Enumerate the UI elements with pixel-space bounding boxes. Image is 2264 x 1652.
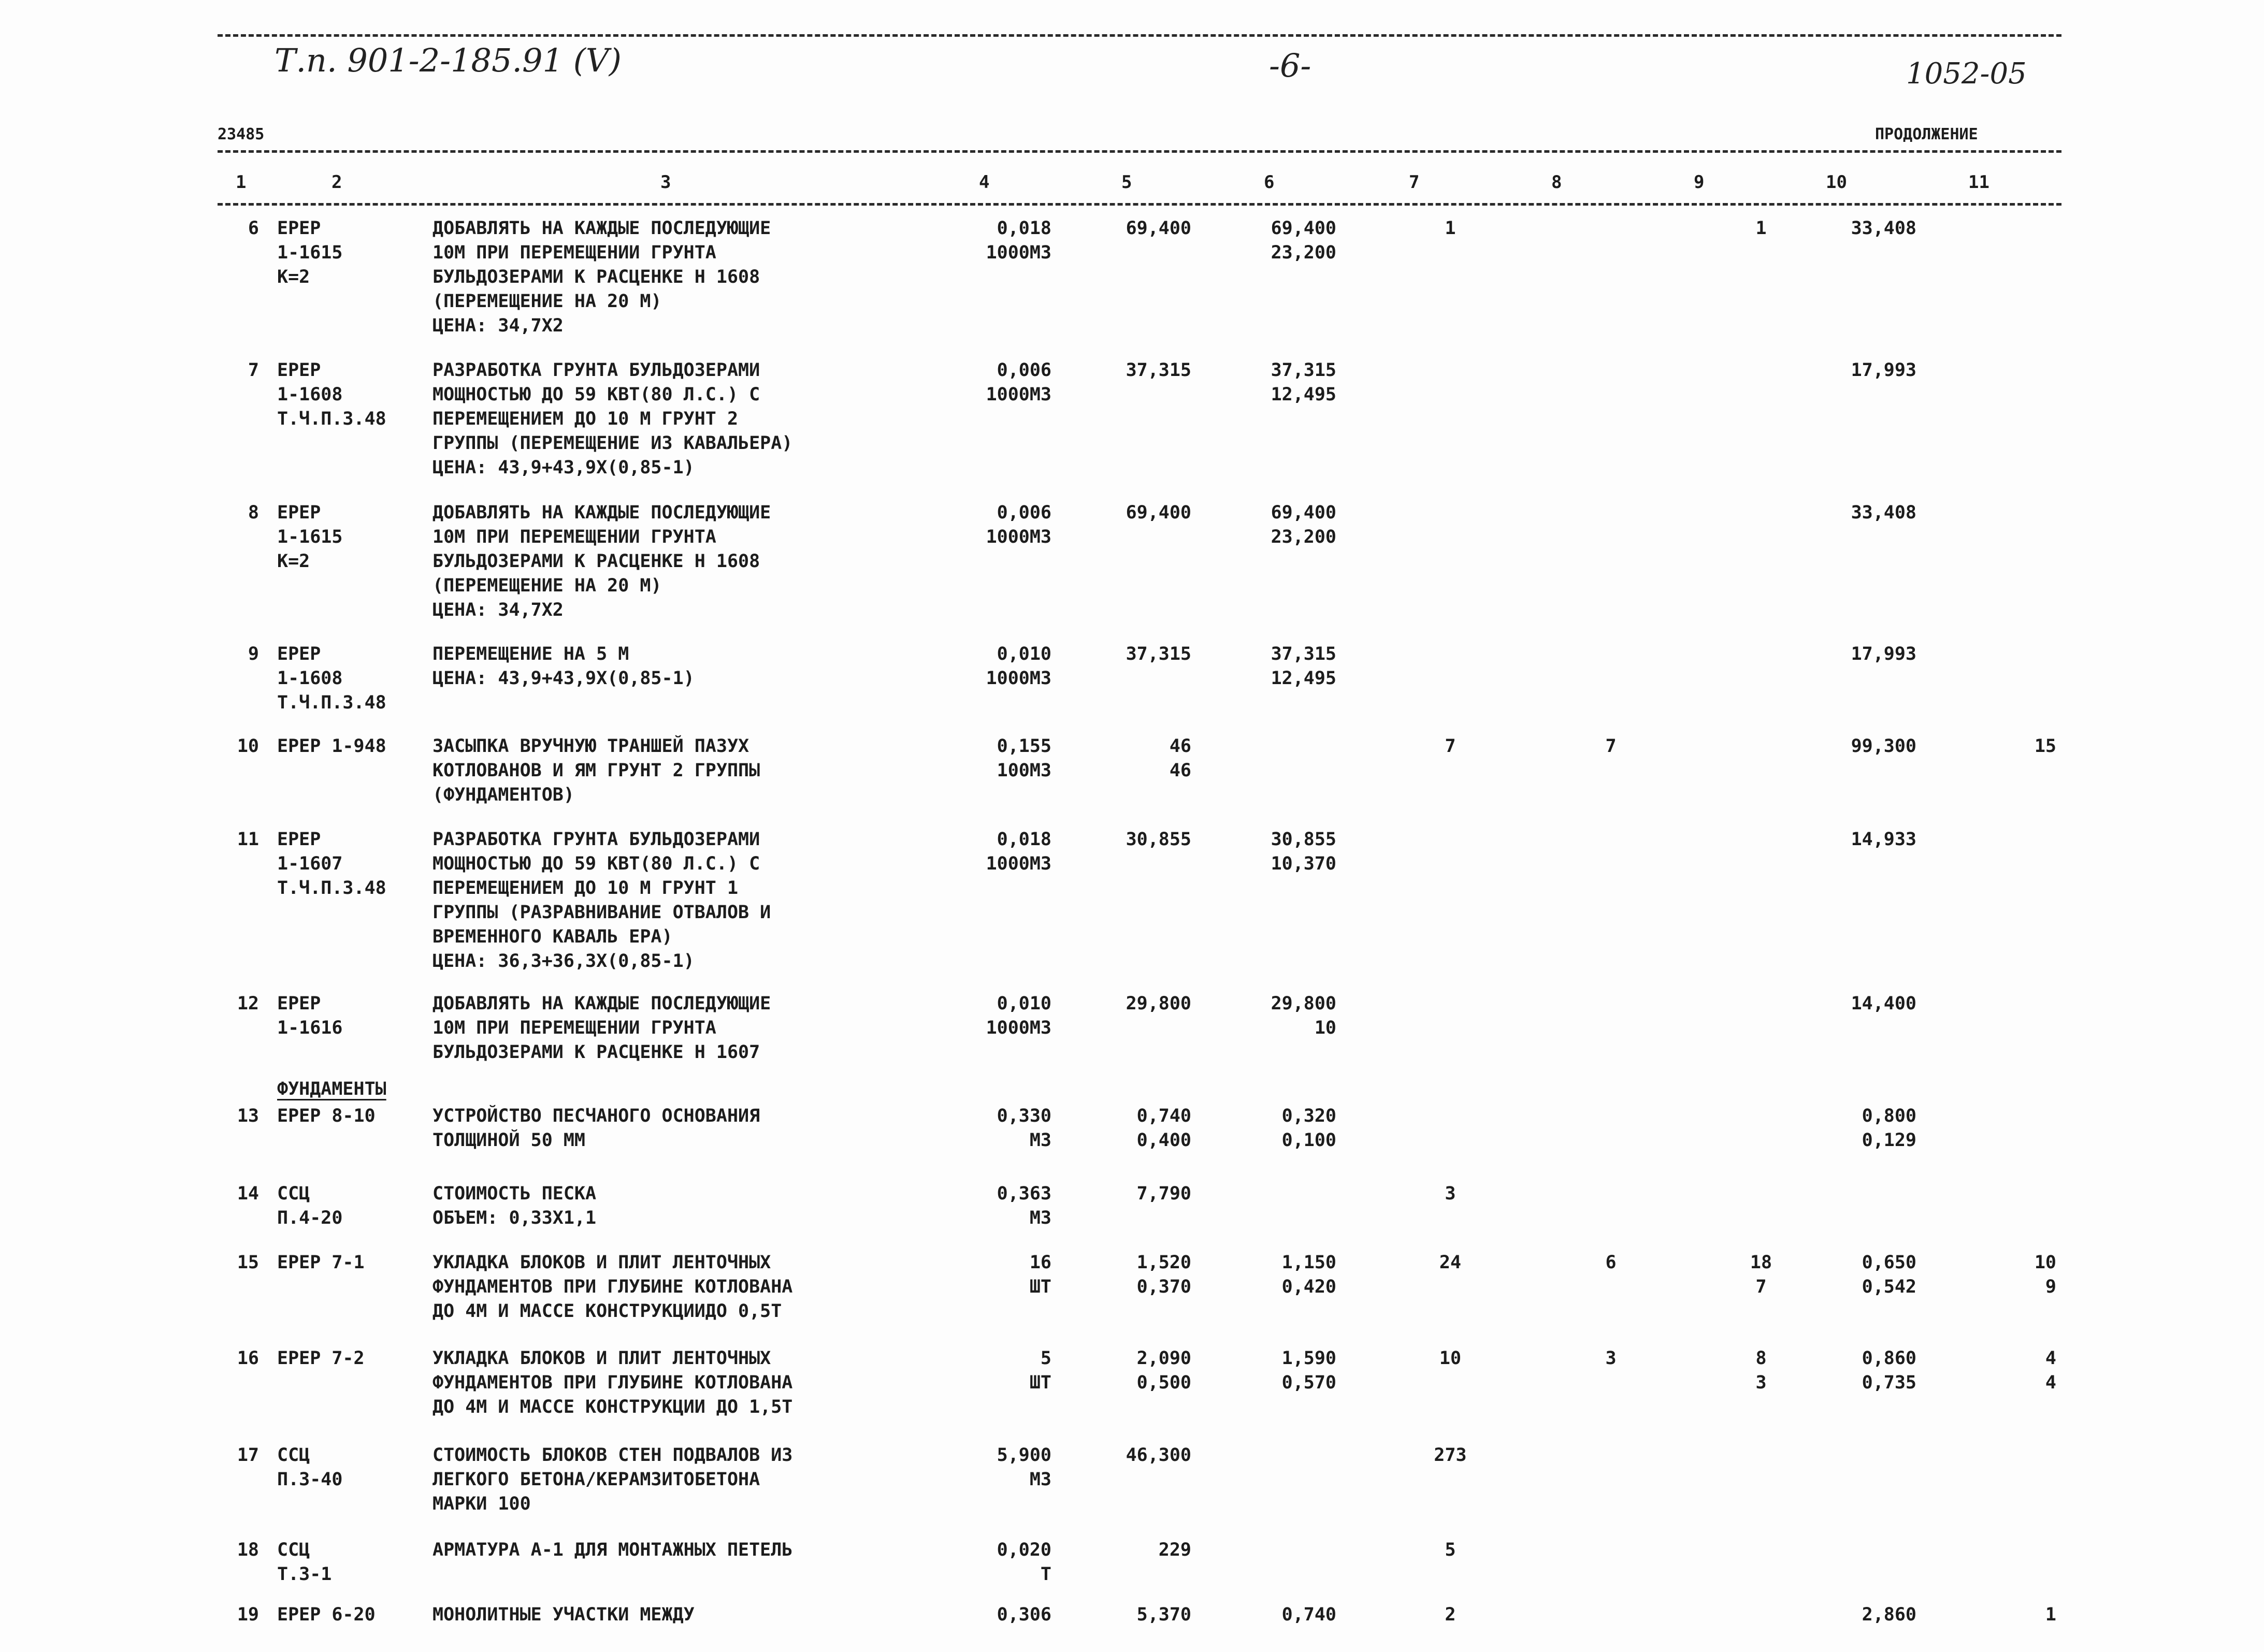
column-header-8: 8 [1551, 172, 1562, 193]
row-15-c11: 10 9 [2034, 1252, 2056, 1297]
row-10-n: 10 [237, 736, 259, 757]
row-16-qty: 5 ШТ [1029, 1348, 1051, 1393]
row-15-n: 15 [237, 1252, 259, 1273]
row-15-c7: 24 [1439, 1252, 1462, 1273]
row-6-desc: ДОБАВЛЯТЬ НА КАЖДЫЕ ПОСЛЕДУЮЩИЕ 10М ПРИ ПЕРЕМЕЩЕНИИ ГРУНТА БУЛЬДОЗЕРАМИ К РАСЦЕНКЕ Н 1608 (ПЕРЕМЕЩЕНИЕ НА 20 М) ЦЕНА: 34,7Х2 [432, 218, 771, 336]
row-6-c9: 1 [1755, 218, 1767, 239]
row-19-c11: 1 [2045, 1604, 2056, 1625]
row-9-desc: ПЕРЕМЕЩЕНИЕ НА 5 М ЦЕНА: 43,9+43,9Х(0,85-1) [432, 644, 695, 689]
row-12-desc: ДОБАВЛЯТЬ НА КАЖДЫЕ ПОСЛЕДУЮЩИЕ 10М ПРИ ПЕРЕМЕЩЕНИИ ГРУНТА БУЛЬДОЗЕРАМИ К РАСЦЕНКЕ Н 1607 [432, 993, 771, 1063]
row-17-c7: 273 [1434, 1445, 1467, 1466]
row-8-qty: 0,006 1000М3 [986, 502, 1051, 547]
row-7-qty: 0,006 1000М3 [986, 360, 1051, 405]
project-number: Т.п. 901-2-185.91 (V) [275, 41, 622, 79]
row-11-desc: РАЗРАБОТКА ГРУНТА БУЛЬДОЗЕРАМИ МОЩНОСТЬЮ ДО 59 КВТ(80 Л.С.) С ПЕРЕМЕЩЕНИЕМ ДО 10 М ГРУНТ 1 ГРУППЫ (РАЗРАВНИВАНИЕ ОТВАЛОВ И ВРЕМЕННОГО КАВАЛЬ ЕРА) ЦЕНА: 36,3+36,3Х(0,85-1) [432, 829, 771, 972]
row-11-c10: 14,933 [1851, 829, 1916, 850]
row-8-code: ЕРЕР 1-1615 К=2 [277, 502, 343, 572]
row-16-code: ЕРЕР 7-2 [277, 1348, 365, 1369]
row-8-desc: ДОБАВЛЯТЬ НА КАЖДЫЕ ПОСЛЕДУЮЩИЕ 10М ПРИ ПЕРЕМЕЩЕНИИ ГРУНТА БУЛЬДОЗЕРАМИ К РАСЦЕНКЕ Н 1608 (ПЕРЕМЕЩЕНИЕ НА 20 М) ЦЕНА: 34,7Х2 [432, 502, 771, 620]
row-7-n: 7 [248, 360, 259, 381]
continuation-label: ПРОДОЛЖЕНИЕ [1875, 125, 1978, 143]
row-16-desc: УКЛАДКА БЛОКОВ И ПЛИТ ЛЕНТОЧНЫХ ФУНДАМЕНТОВ ПРИ ГЛУБИНЕ КОТЛОВАНА ДО 4М И МАССЕ КОНСТРУКЦИИ ДО 1,5Т [432, 1348, 793, 1417]
row-14-code: ССЦ П.4-20 [277, 1183, 343, 1228]
row-13-c10: 0,800 0,129 [1862, 1106, 1916, 1151]
row-15-code: ЕРЕР 7-1 [277, 1252, 365, 1273]
row-13-c5: 0,740 0,400 [1136, 1106, 1191, 1151]
row-10-qty: 0,155 100М3 [997, 736, 1051, 781]
row-15-c9: 18 7 [1750, 1252, 1772, 1297]
row-9-qty: 0,010 1000М3 [986, 644, 1051, 689]
row-18-c5: 229 [1158, 1540, 1191, 1560]
row-18-qty: 0,020 Т [997, 1540, 1051, 1585]
row-19-c7: 2 [1445, 1604, 1456, 1625]
row-17-c5: 46,300 [1126, 1445, 1191, 1466]
column-header-7: 7 [1409, 172, 1420, 193]
row-6-code: ЕРЕР 1-1615 К=2 [277, 218, 343, 287]
row-6-c10: 33,408 [1851, 218, 1916, 239]
row-19-c6: 0,740 [1281, 1604, 1336, 1625]
row-10-c7: 7 [1445, 736, 1456, 757]
row-18-c7: 5 [1445, 1540, 1456, 1560]
row-14-c7: 3 [1445, 1183, 1456, 1204]
page-number: -6- [1269, 47, 1311, 84]
row-16-c9: 8 3 [1755, 1348, 1767, 1393]
row-12-c5: 29,800 [1126, 993, 1191, 1014]
row-18-n: 18 [237, 1540, 259, 1560]
row-12-c6: 29,800 10 [1271, 993, 1336, 1038]
row-13-c6: 0,320 0,100 [1281, 1106, 1336, 1151]
row-13-qty: 0,330 М3 [997, 1106, 1051, 1151]
row-6-c7: 1 [1445, 218, 1456, 239]
header-divider-top [218, 150, 2061, 153]
row-19-code: ЕРЕР 6-20 [277, 1604, 376, 1625]
row-10-c10: 99,300 [1851, 736, 1916, 757]
row-10-desc: ЗАСЫПКА ВРУЧНУЮ ТРАНШЕЙ ПАЗУХ КОТЛОВАНОВ И ЯМ ГРУНТ 2 ГРУППЫ (ФУНДАМЕНТОВ) [432, 736, 760, 805]
row-15-desc: УКЛАДКА БЛОКОВ И ПЛИТ ЛЕНТОЧНЫХ ФУНДАМЕНТОВ ПРИ ГЛУБИНЕ КОТЛОВАНА ДО 4М И МАССЕ КОНСТРУКЦИИДО 0,5Т [432, 1252, 793, 1322]
row-13-desc: УСТРОЙСТВО ПЕСЧАНОГО ОСНОВАНИЯ ТОЛЩИНОЙ 50 ММ [432, 1106, 760, 1151]
row-14-c5: 7,790 [1136, 1183, 1191, 1204]
row-12-qty: 0,010 1000М3 [986, 993, 1051, 1038]
row-11-code: ЕРЕР 1-1607 Т.Ч.П.3.48 [277, 829, 386, 899]
row-19-c5: 5,370 [1136, 1604, 1191, 1625]
row-14-n: 14 [237, 1183, 259, 1204]
column-header-4: 4 [979, 172, 990, 193]
row-16-n: 16 [237, 1348, 259, 1369]
column-header-9: 9 [1694, 172, 1705, 193]
sheet-number: 23485 [218, 125, 265, 143]
row-19-n: 19 [237, 1604, 259, 1625]
column-header-2: 2 [331, 172, 342, 193]
row-16-c11: 4 4 [2045, 1348, 2056, 1393]
row-16-c6: 1,590 0,570 [1281, 1348, 1336, 1393]
column-header-3: 3 [660, 172, 671, 193]
column-header-11: 11 [1968, 172, 1989, 193]
row-14-desc: СТОИМОСТЬ ПЕСКА ОБЪЕМ: 0,33Х1,1 [432, 1183, 597, 1228]
row-17-qty: 5,900 М3 [997, 1445, 1051, 1490]
row-10-code: ЕРЕР 1-948 [277, 736, 386, 757]
row-9-code: ЕРЕР 1-1608 Т.Ч.П.3.48 [277, 644, 386, 713]
document-code: 1052-05 [1906, 57, 2027, 91]
row-17-code: ССЦ П.3-40 [277, 1445, 343, 1490]
row-11-qty: 0,018 1000М3 [986, 829, 1051, 874]
column-header-6: 6 [1264, 172, 1275, 193]
row-17-n: 17 [237, 1445, 259, 1466]
row-7-desc: РАЗРАБОТКА ГРУНТА БУЛЬДОЗЕРАМИ МОЩНОСТЬЮ ДО 59 КВТ(80 Л.С.) С ПЕРЕМЕЩЕНИЕМ ДО 10 М ГРУНТ 2 ГРУППЫ (ПЕРЕМЕЩЕНИЕ ИЗ КАВАЛЬЕРА) ЦЕНА: 43,9+43,9Х(0,85-1) [432, 360, 793, 478]
row-9-n: 9 [248, 644, 259, 664]
row-9-c5: 37,315 [1126, 644, 1191, 664]
section-heading: ФУНДАМЕНТЫ [277, 1079, 386, 1099]
row-8-c6: 69,400 23,200 [1271, 502, 1336, 547]
row-13-n: 13 [237, 1106, 259, 1126]
row-7-code: ЕРЕР 1-1608 Т.Ч.П.3.48 [277, 360, 386, 429]
row-6-c5: 69,400 [1126, 218, 1191, 239]
row-12-c10: 14,400 [1851, 993, 1916, 1014]
row-17-desc: СТОИМОСТЬ БЛОКОВ СТЕН ПОДВАЛОВ ИЗ ЛЕГКОГО БЕТОНА/КЕРАМЗИТОБЕТОНА МАРКИ 100 [432, 1445, 793, 1514]
row-6-n: 6 [248, 218, 259, 239]
row-12-code: ЕРЕР 1-1616 [277, 993, 343, 1038]
row-14-qty: 0,363 М3 [997, 1183, 1051, 1228]
row-10-c11: 15 [2034, 736, 2056, 757]
top-divider [218, 34, 2061, 37]
row-10-c8: 7 [1605, 736, 1617, 757]
row-15-c5: 1,520 0,370 [1136, 1252, 1191, 1297]
column-header-10: 10 [1826, 172, 1847, 193]
row-12-n: 12 [237, 993, 259, 1014]
row-11-c6: 30,855 10,370 [1271, 829, 1336, 874]
row-7-c6: 37,315 12,495 [1271, 360, 1336, 405]
row-7-c10: 17,993 [1851, 360, 1916, 381]
row-8-c10: 33,408 [1851, 502, 1916, 523]
row-16-c5: 2,090 0,500 [1136, 1348, 1191, 1393]
row-19-qty: 0,306 [997, 1604, 1051, 1625]
row-15-c6: 1,150 0,420 [1281, 1252, 1336, 1297]
row-10-c5: 46 46 [1169, 736, 1191, 781]
header-divider-bottom [218, 203, 2061, 206]
row-16-c8: 3 [1605, 1348, 1617, 1369]
column-header-1: 1 [236, 172, 247, 193]
row-15-qty: 16 ШТ [1029, 1252, 1051, 1297]
row-18-desc: АРМАТУРА А-1 ДЛЯ МОНТАЖНЫХ ПЕТЕЛЬ [432, 1540, 793, 1560]
row-8-c5: 69,400 [1126, 502, 1191, 523]
row-16-c7: 10 [1439, 1348, 1462, 1369]
row-15-c10: 0,650 0,542 [1862, 1252, 1916, 1297]
row-11-n: 11 [237, 829, 259, 850]
row-7-c5: 37,315 [1126, 360, 1191, 381]
row-9-c10: 17,993 [1851, 644, 1916, 664]
row-19-desc: МОНОЛИТНЫЕ УЧАСТКИ МЕЖДУ [432, 1604, 695, 1625]
row-6-c6: 69,400 23,200 [1271, 218, 1336, 263]
column-header-5: 5 [1121, 172, 1132, 193]
row-9-c6: 37,315 12,495 [1271, 644, 1336, 689]
row-11-c5: 30,855 [1126, 829, 1191, 850]
row-15-c8: 6 [1605, 1252, 1617, 1273]
row-13-code: ЕРЕР 8-10 [277, 1106, 376, 1126]
row-19-c10: 2,860 [1862, 1604, 1916, 1625]
row-16-c10: 0,860 0,735 [1862, 1348, 1916, 1393]
row-18-code: ССЦ Т.3-1 [277, 1540, 332, 1585]
row-6-qty: 0,018 1000М3 [986, 218, 1051, 263]
row-8-n: 8 [248, 502, 259, 523]
